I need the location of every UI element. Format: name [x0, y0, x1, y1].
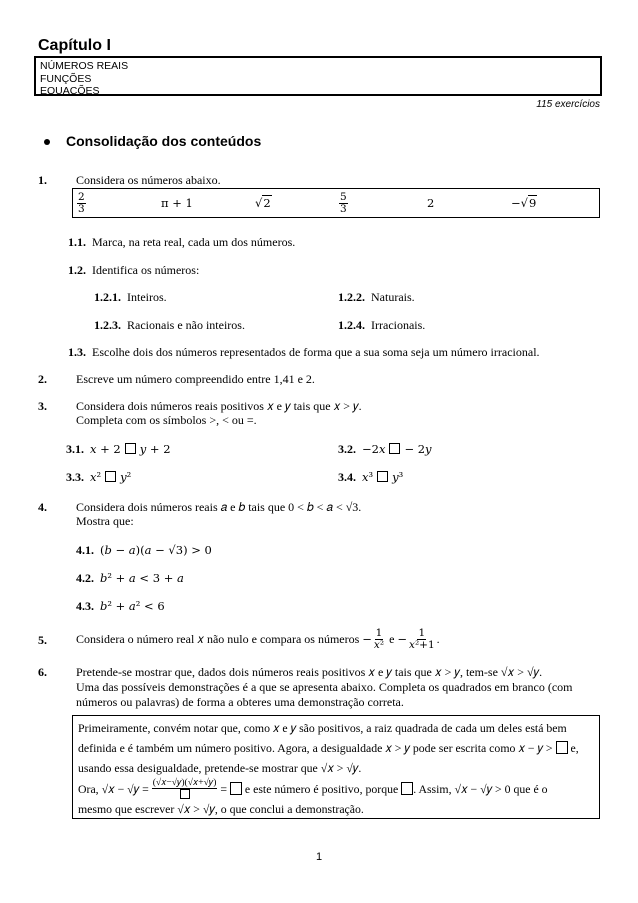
chapter-topics-box [34, 56, 602, 96]
q1-1: 1.1. Marca, na reta real, cada um dos números. [68, 235, 296, 249]
q3-text2: Completa com os símbolos >, < ou =. [76, 413, 257, 427]
q1-3: 1.3. Escolhe dois dos números representados de forma que a sua soma seja um número irracional. [68, 345, 540, 359]
number-cell: 2 [427, 195, 435, 210]
blank-square-icon [180, 789, 190, 799]
q4-3: 4.3. 𝑏² + 𝑎² < 6 [76, 599, 165, 613]
page-number: 1 [315, 851, 323, 863]
q2-number: 2. [38, 372, 47, 386]
q1-text: Considera os números abaixo. [76, 173, 221, 187]
q6-line2: Uma das possíveis demonstrações é a que se apresenta abaixo. Completa os quadrados em branco (com [76, 680, 573, 694]
q1-2-1: 1.2.1. Inteiros. [94, 290, 167, 304]
q4-number: 4. [38, 500, 47, 514]
number-cell: √ 2 [255, 195, 271, 211]
number-cell: −√ 9 [511, 195, 537, 211]
q4-text: Considera dois números reais 𝑎 e 𝑏 tais que 0 < 𝑏 < 𝑎 < √3. [76, 500, 362, 514]
proof-line: Primeiramente, convém notar que, como 𝑥 e 𝑦 são positivos, a raiz quadrada de cada um deles está bem [78, 721, 567, 735]
section-title: Consolidação dos conteúdos [66, 133, 262, 149]
number-cell: π + 1 [161, 195, 193, 210]
proof-box [72, 715, 600, 819]
numbers-table [72, 188, 600, 218]
chapter-title: Capítulo I [38, 37, 111, 54]
section-heading [44, 133, 261, 151]
q1-2-4: 1.2.4. Irracionais. [338, 318, 426, 332]
blank-square-icon [230, 782, 242, 795]
q1-2-2: 1.2.2. Naturais. [338, 290, 415, 304]
q4-1: 4.1. (𝑏 − 𝑎)(𝑎 − √3) > 0 [76, 543, 212, 557]
topic-item: NÚMEROS REAIS [40, 60, 129, 72]
q4-2: 4.2. 𝑏² + 𝑎 < 3 + 𝑎 [76, 571, 184, 585]
topic-item: FUNÇÕES [40, 72, 92, 85]
number-cell: $\frac{2}{3}$ [78, 190, 85, 215]
q3-4: 3.4. 𝑥³ 𝑦³ [338, 470, 404, 484]
number-cell: $\frac{5}{3}$ [340, 190, 347, 215]
q1-number: 1. [38, 173, 47, 187]
q6-number: 6. [38, 665, 47, 679]
bullet-icon [44, 139, 50, 145]
proof-line: definida e é também um número positivo. Agora, a desigualdade 𝑥 > 𝑦 pode ser escrita como 𝑥 − 𝑦 > e, [78, 741, 579, 755]
q1-2-3: 1.2.3. Racionais e não inteiros. [94, 318, 245, 332]
blank-square-icon [377, 471, 388, 482]
q1-2: 1.2. Identifica os números: [68, 263, 200, 277]
proof-line: usando essa desigualdade, pretende-se mostrar que √𝑥 > √𝑦. [78, 761, 362, 775]
q2-text: Escreve um número compreendido entre 1,41 e 2. [76, 372, 315, 386]
q3-number: 3. [38, 399, 47, 413]
q6-line1: Pretende-se mostrar que, dados dois números reais positivos 𝑥 e 𝑦 tais que 𝑥 > 𝑦, tem-se √𝑥 > √𝑦. [76, 665, 543, 679]
q3-text: Considera dois números reais positivos 𝑥 e 𝑦 tais que 𝑥 > 𝑦. [76, 399, 362, 413]
proof-line: mesmo que escrever √𝑥 > √𝑦, o que conclui a demonstração. [78, 802, 364, 816]
blank-square-icon [556, 741, 568, 754]
blank-square-icon [401, 782, 413, 795]
topic-item: EQUAÇÕES [40, 85, 100, 97]
blank-square-icon [105, 471, 116, 482]
blank-square-icon [125, 443, 136, 454]
q3-3: 3.3. 𝑥² 𝑦² [66, 470, 132, 484]
q6-line3: números ou palavras) de forma a obteres uma demonstração correta. [76, 695, 404, 709]
q5-text: Considera o número real 𝑥 não nulo e compara os números − $\frac{1}{\text{𝑥²}}$ e − $\frac{1}{\text{𝑥²+1}}$ . [76, 626, 440, 651]
q4-text2: Mostra que: [76, 514, 134, 528]
q3-2: 3.2. −2𝑥 − 2𝑦 [338, 442, 432, 456]
q5-number: 5. [38, 633, 47, 647]
exercise-count: 115 exercícios [536, 99, 600, 110]
proof-line: Ora, √𝑥 − √𝑦 = (√𝑥−√𝑦)(√𝑥+√𝑦) = e este número é positivo, porque . Assim, √𝑥 − √𝑦 > 0 que é o [78, 778, 594, 799]
q3-1: 3.1. 𝑥 + 2 𝑦 + 2 [66, 442, 171, 456]
blank-square-icon [389, 443, 400, 454]
